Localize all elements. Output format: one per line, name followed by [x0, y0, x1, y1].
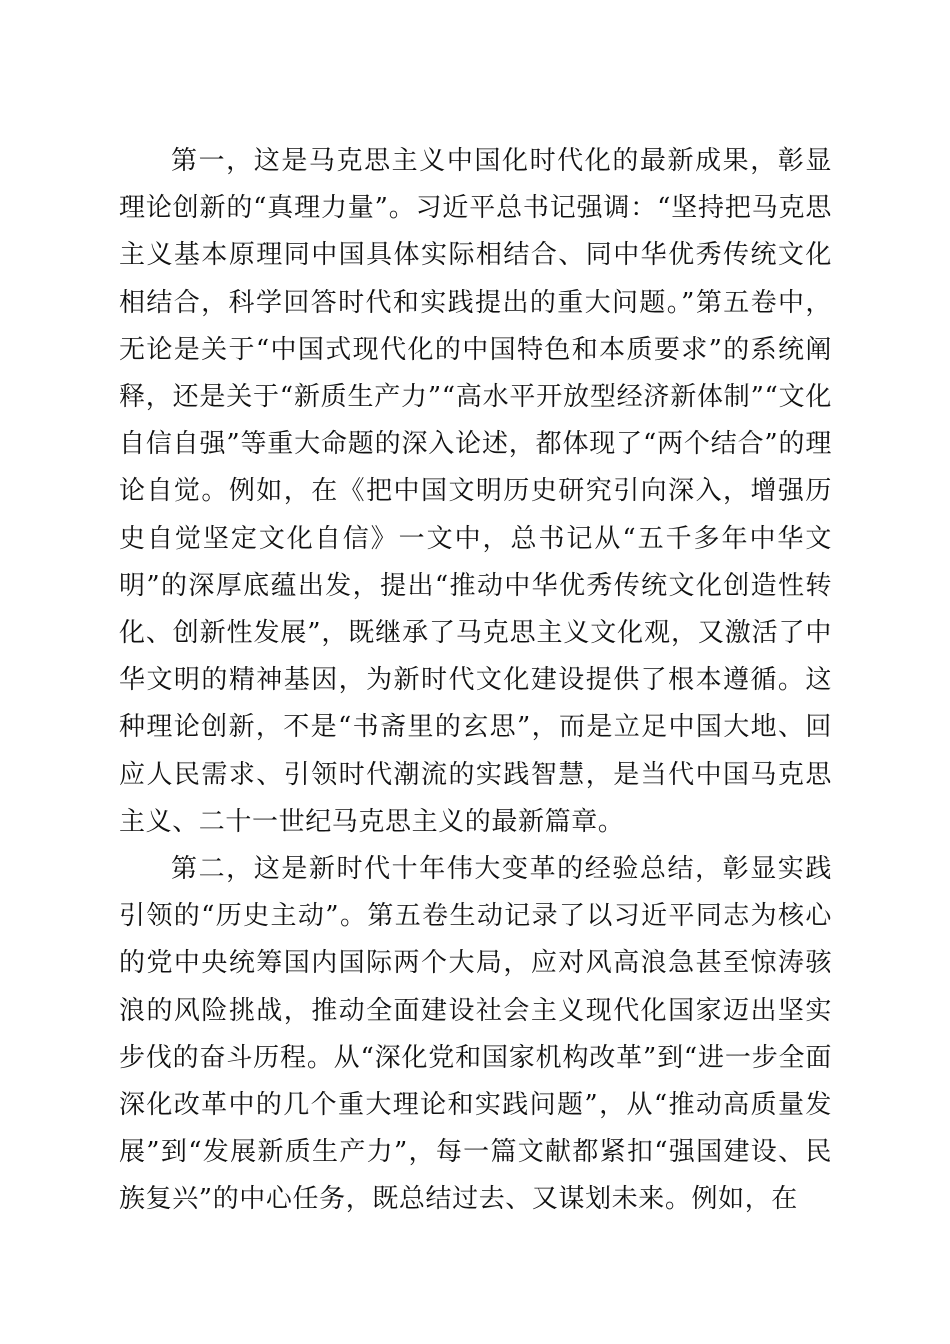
paragraph-second: 第二，这是新时代十年伟大变革的经验总结，彰显实践引领的“历史主动”。第五卷生动记录了以习近平同志为核心的党中央统筹国内国际两个大局，应对风高浪急甚至惊涛骇浪的风险挑战，推动全面建设社会主义现代化国家迈出坚实步伐的奋斗历程。从“深化党和国家机构改革”到“进一步全面深化改革中的几个重大理论和实践问题”，从“推动高质量发展”到“发展新质生产力”，每一篇文献都紧扣“强国建设、民族复兴”的中心任务，既总结过去、又谋划未来。例如，在 [119, 854, 832, 1215]
paragraph-first: 第一，这是马克思主义中国化时代化的最新成果，彰显理论创新的“真理力量”。习近平总书记强调：“坚持把马克思主义基本原理同中国具体实际相结合、同中华优秀传统文化相结合，科学回答时代和实践提出的重大问题。”第五卷中，无论是关于“中国式现代化的中国特色和本质要求”的系统阐释，还是关于“新质生产力”“高水平开放型经济新体制”“文化自信自强”等重大命题的深入论述，都体现了“两个结合”的理论自觉。例如，在《把中国文明历史研究引向深入，增强历史自觉坚定文化自信》一文中，总书记从“五千多年中华文明”的深厚底蕴出发，提出“推动中华优秀传统文化创造性转化、创新性发展”，既继承了马克思主义文化观，又激活了中华文明的精神基因，为新时代文化建设提供了根本遵循。这种理论创新，不是“书斋里的玄思”，而是立足中国大地、回应人民需求、引领时代潮流的实践智慧，是当代中国马克思主义、二十一世纪马克思主义的最新篇章。 [119, 146, 832, 837]
document-body [119, 138, 832, 1224]
